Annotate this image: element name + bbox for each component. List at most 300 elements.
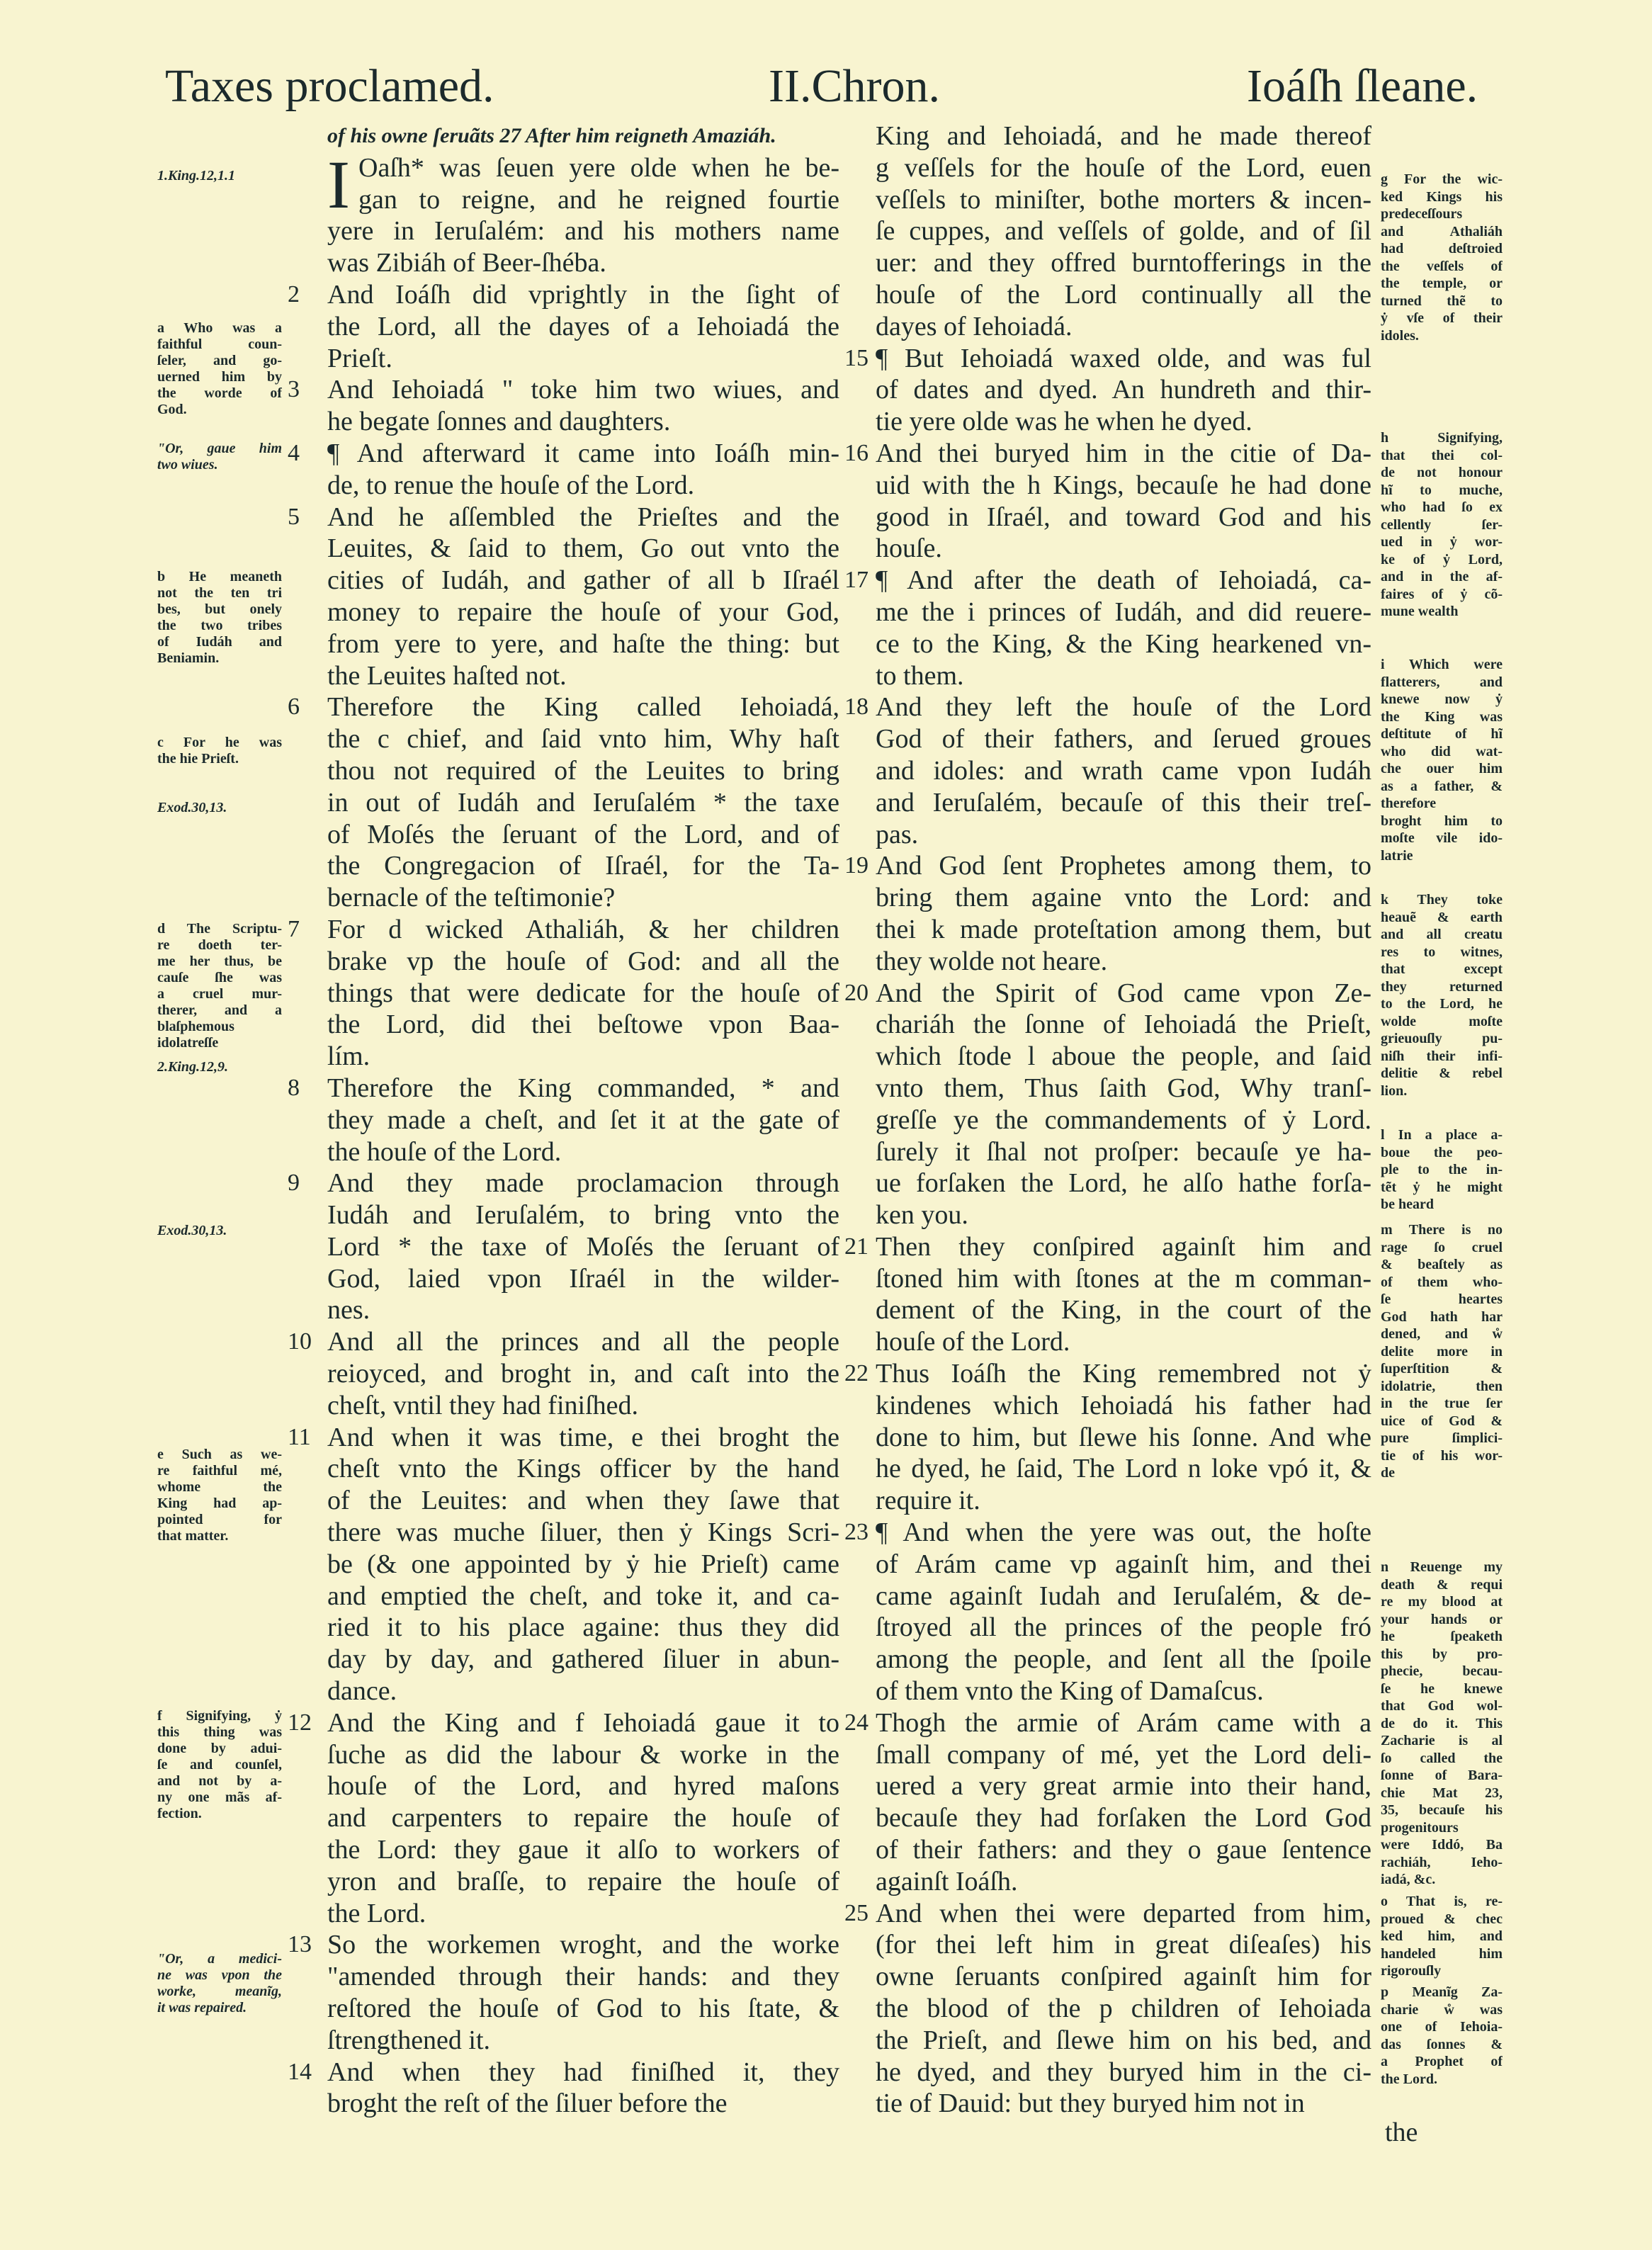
line-text: tie of Dauid: but they buryed him not in — [876, 2088, 1305, 2119]
line-text: thou not required of the Leuites to bring — [327, 755, 839, 786]
line-text: the Lord, did thei beſtowe vpon Baa- — [327, 1010, 839, 1040]
text-line — [876, 2025, 1371, 2057]
note-line: that matter. — [157, 1528, 229, 1544]
text-line — [327, 565, 839, 597]
note-line: ſonne of Bara- — [1381, 1768, 1503, 1783]
text-line — [876, 1581, 1371, 1612]
line-text: And when it was time, e thei broght the — [327, 1422, 839, 1452]
text-line — [876, 1929, 1371, 1961]
line-text: ried it to his place againe: thus they did — [327, 1612, 839, 1643]
line-text: among the people, and ſent all the ſpoile — [876, 1644, 1371, 1675]
verse-number: 4 — [288, 439, 300, 466]
line-text: ſtroyed all the princes of the people fró — [876, 1612, 1371, 1643]
line-text: kindenes which Iehoiadá his father had — [876, 1390, 1371, 1420]
note-line: the Lord. — [1381, 2071, 1437, 2087]
verse-number: 22 — [844, 1360, 869, 1387]
line-text: And when they had finiſhed it, they — [327, 2057, 839, 2087]
line-text: God of their fathers, and ſerued groues — [876, 724, 1371, 754]
text-line — [327, 1549, 839, 1581]
text-line — [327, 1581, 839, 1612]
note-line: tie of his wor- — [1381, 1447, 1503, 1464]
text-line — [876, 1199, 1371, 1231]
text-line — [876, 882, 1371, 914]
note-line: faires of ẏ cõ- — [1381, 586, 1503, 602]
verse-number: 13 — [288, 1931, 312, 1958]
text-line — [844, 1358, 1371, 1390]
text-line — [876, 1866, 1371, 1898]
note-line: the worde of — [157, 385, 282, 401]
note-line: p Meanĩg Za- — [1381, 1984, 1503, 2000]
text-line — [327, 1644, 839, 1675]
note-line: latrie — [1381, 847, 1413, 864]
text-line — [288, 1929, 839, 1961]
line-text: ſurely it ſhal not proſper: becauſe ye ha- — [876, 1136, 1371, 1167]
text-line — [876, 628, 1371, 660]
text-line — [327, 343, 839, 375]
line-text: And all the princes and all the people — [327, 1327, 839, 1357]
text-line — [327, 2088, 839, 2120]
margin-gloss-note — [157, 921, 282, 1051]
text-line — [876, 1961, 1371, 1993]
line-text: require it. — [876, 1486, 980, 1516]
line-text: of their fathers: and they o gaue ſentence — [876, 1835, 1371, 1865]
note-line: had deſtroied — [1381, 241, 1503, 256]
note-line: ked Kings his — [1381, 188, 1503, 205]
line-text: And he aſſembled the Prieſtes and the — [327, 502, 839, 532]
verse-number: 25 — [844, 1899, 869, 1926]
line-text: ¶ And afterward it came into Ioáſh min- — [327, 438, 839, 468]
note-line: proued & chec — [1381, 1911, 1503, 1927]
note-line: e Such as we- — [157, 1447, 282, 1462]
note-line: ſe and counſel, — [157, 1757, 282, 1773]
text-line — [327, 1739, 839, 1771]
note-line: cauſe ſhe was — [157, 970, 282, 985]
margin-gloss-note — [1381, 1126, 1503, 1214]
line-text: cities of Iudáh, and gather of all b Iſraél — [327, 565, 839, 596]
line-text: tie yere olde was he when he dyed. — [876, 407, 1252, 437]
note-line: delite more in — [1381, 1343, 1503, 1359]
note-line: broght him to — [1381, 813, 1503, 829]
line-text: Iudáh and Ieruſalém, to bring vnto the — [327, 1200, 839, 1231]
verse-number: 10 — [288, 1328, 312, 1355]
note-line: Beniamin. — [157, 650, 220, 666]
line-text: yron and braſſe, to repaire the houſe of — [327, 1866, 839, 1896]
line-text: and Ieruſalém, becauſe of this their treſ- — [876, 787, 1371, 818]
note-line: 2.King.12,9. — [157, 1059, 229, 1075]
note-line: that God wol- — [1381, 1698, 1503, 1714]
margin-gloss-note — [1381, 171, 1503, 344]
right-text-column — [844, 120, 1371, 2120]
text-line — [844, 1898, 1371, 1930]
verse-number: 14 — [288, 2058, 312, 2085]
text-line — [844, 343, 1371, 375]
left-text-column — [288, 120, 839, 2120]
line-text: Therefore the King called Iehoiadá, — [327, 692, 839, 723]
note-line: blaſphemous — [157, 1019, 234, 1034]
margin-gloss-note — [1381, 1559, 1503, 1889]
verse-number: 6 — [288, 694, 300, 720]
line-text: ſtoned him with ſtones at the m comman- — [876, 1263, 1371, 1294]
text-line — [876, 1644, 1371, 1675]
line-text: vnto them, Thus ſaith God, Why tranſ- — [876, 1073, 1371, 1103]
note-line: de do it. This — [1381, 1715, 1503, 1731]
text-line — [844, 565, 1371, 597]
text-line — [876, 1675, 1371, 1707]
running-head-right: Ioáſh ſleane. — [1247, 60, 1478, 112]
text-line — [327, 1390, 839, 1422]
line-text: Thogh the armie of Arám came with a — [876, 1707, 1371, 1738]
note-line: tẽt ẏ he might — [1381, 1179, 1503, 1195]
margin-gloss-note — [1381, 891, 1503, 1099]
note-line: l In a place a- — [1381, 1127, 1503, 1143]
note-line: predeceſſours — [1381, 206, 1463, 222]
line-text: from yere to yere, and haſte the thing: but — [327, 628, 839, 659]
text-line — [876, 1802, 1371, 1834]
text-line — [327, 247, 839, 279]
line-text: uered a very great armie into their hand, — [876, 1771, 1371, 1802]
text-line — [876, 1739, 1371, 1771]
drop-cap: I — [327, 147, 350, 222]
line-text: cheſt vnto the Kings officer by the hand — [327, 1454, 839, 1484]
verse-number: 3 — [288, 376, 300, 403]
verse-number: 8 — [288, 1074, 300, 1101]
line-text: Prieſt. — [327, 343, 392, 373]
note-line: he ſpeaketh — [1381, 1629, 1503, 1644]
text-line — [327, 787, 839, 819]
line-text: good in Iſraél, and toward God and his — [876, 502, 1371, 532]
line-text: of Arám came vp againſt him, and thei — [876, 1549, 1371, 1579]
text-line — [876, 1993, 1371, 2025]
note-line: the temple, or — [1381, 276, 1503, 291]
text-line — [844, 1707, 1371, 1739]
cross-reference-note — [157, 1059, 282, 1075]
note-line: the veſſels of — [1381, 258, 1503, 274]
line-text: So the workemen wroght, and the worke — [327, 1930, 839, 1960]
note-line: that except — [1381, 961, 1503, 977]
margin-gloss-note — [157, 320, 282, 418]
line-text: dayes of Iehoiadá. — [876, 311, 1073, 341]
note-line: knewe now ẏ — [1381, 691, 1503, 707]
cross-reference-note — [157, 441, 282, 473]
text-line — [327, 850, 839, 882]
note-line: to the Lord, he — [1381, 996, 1503, 1012]
text-line — [327, 1009, 839, 1041]
text-line — [876, 311, 1371, 343]
note-line: flatterers, and — [1381, 674, 1503, 690]
note-line: ked him, and — [1381, 1928, 1503, 1944]
text-line — [288, 279, 839, 311]
line-text: houſe of the Lord. — [876, 1327, 1070, 1357]
text-line — [876, 819, 1371, 851]
text-line — [876, 533, 1371, 565]
line-text: chariáh the ſonne of Iehoiadá the Prieſt, — [876, 1010, 1371, 1040]
text-line — [876, 597, 1371, 628]
note-line: therefore — [1381, 796, 1437, 811]
line-text: the houſe of the Lord. — [327, 1136, 562, 1167]
line-text: done to him, but ſlewe his ſonne. And whe — [876, 1422, 1371, 1452]
note-line: done by adui- — [157, 1741, 282, 1756]
note-line: and not by a- — [157, 1773, 282, 1789]
note-line: "Or, gaue him — [157, 441, 282, 456]
text-line — [288, 1326, 839, 1358]
note-line: progenitours — [1381, 1819, 1459, 1836]
note-line: and Athaliáh — [1381, 223, 1503, 239]
text-line — [327, 470, 839, 502]
verse-number: 5 — [288, 503, 300, 530]
line-text: ſmall company of mé, yet the Lord deli- — [876, 1739, 1371, 1770]
note-line: phecie, becau- — [1381, 1663, 1503, 1679]
text-line — [288, 2057, 839, 2088]
note-line: Zacharie is al — [1381, 1733, 1503, 1748]
note-line: ẏ vſe of their — [1381, 310, 1503, 326]
note-line: m There is no — [1381, 1222, 1503, 1238]
line-text: be (& one appointed by ẏ hie Prieſt) came — [327, 1549, 839, 1579]
line-text: ce to the King, & the King hearkened vn- — [876, 628, 1371, 659]
line-text: And Iehoiadá " toke him two wiues, and — [327, 375, 839, 405]
text-line — [876, 1549, 1371, 1581]
text-line — [327, 1770, 839, 1802]
line-text: becauſe they had forſaken the Lord God — [876, 1803, 1371, 1833]
text-line — [327, 723, 839, 755]
note-line: f Signifying, ẏ — [157, 1708, 282, 1724]
line-text: the Lord. — [327, 1898, 426, 1928]
line-text: ſe cuppes, and veſſels of golde, and of ſil — [876, 216, 1371, 247]
line-text: the Lord, all the dayes of a Iehoiadá the — [327, 311, 839, 341]
line-text: And they left the houſe of the Lord — [876, 692, 1371, 723]
verse-number: 17 — [844, 567, 869, 594]
text-line — [327, 1294, 839, 1326]
text-line — [876, 1390, 1371, 1422]
note-line: re faithful mé, — [157, 1463, 282, 1479]
line-text: Then they conſpired againſt him and — [876, 1231, 1371, 1262]
note-line: ſe heartes — [1381, 1291, 1503, 1307]
line-text: to them. — [876, 660, 964, 691]
note-line: deſtitute of hĩ — [1381, 726, 1503, 742]
text-line — [876, 2088, 1371, 2120]
note-line: who did wat- — [1381, 743, 1503, 759]
text-line — [876, 279, 1371, 311]
text-line — [876, 1294, 1371, 1326]
running-line-text: of his owne ſeruãts 27 After him reigneth Amaziáh. — [327, 124, 776, 147]
note-line: therer, and a — [157, 1002, 282, 1018]
note-line: re my blood at — [1381, 1594, 1503, 1610]
text-line — [327, 1961, 839, 1993]
text-line — [327, 215, 839, 247]
text-line — [844, 1231, 1371, 1263]
text-line — [327, 946, 839, 978]
note-line: delitie & rebel — [1381, 1065, 1503, 1081]
note-line: who had ſo ex — [1381, 499, 1503, 515]
note-line: wolde moſte — [1381, 1013, 1503, 1029]
note-line: faithful coun- — [157, 337, 282, 352]
note-line: handeled him — [1381, 1945, 1503, 1962]
text-line — [876, 2057, 1371, 2088]
note-line: dened, and ẘ — [1381, 1326, 1503, 1342]
text-line — [327, 978, 839, 1010]
note-line: as a father, & — [1381, 778, 1503, 794]
line-text: which ſtode l aboue the people, and ſaid — [876, 1041, 1371, 1072]
note-line: the King was — [1381, 708, 1503, 725]
note-line: de not honour — [1381, 465, 1503, 480]
line-text: houſe. — [876, 533, 942, 564]
line-text: And Ioáſh did vprightly in the ſight of — [327, 279, 839, 310]
note-line: worke, meanĩg, — [157, 1984, 282, 1999]
note-line: moſte vile ido- — [1381, 830, 1503, 846]
note-line: turned thẽ to — [1381, 293, 1503, 309]
line-text: the blood of the p children of Iehoiada — [876, 1994, 1371, 2024]
note-line: de — [1381, 1465, 1395, 1481]
line-text: reſtored the houſe of God to his ſtate, & — [327, 1994, 839, 2024]
note-line: of Iudáh and — [157, 634, 282, 650]
text-line — [327, 1834, 839, 1866]
note-line: ſo called the — [1381, 1750, 1503, 1766]
text-line — [876, 1041, 1371, 1073]
line-text: ſuche as did the labour & worke in the — [327, 1739, 839, 1770]
note-line: idolatrie, then — [1381, 1378, 1503, 1394]
line-text: King and Iehoiadá, and he made thereof — [876, 121, 1371, 151]
text-line — [327, 1041, 839, 1073]
note-line: res to witnes, — [1381, 944, 1503, 960]
line-text: reioyced, and broght in, and caſt into the — [327, 1359, 839, 1389]
verse-number: 20 — [844, 979, 869, 1006]
note-line: o That is, re- — [1381, 1894, 1503, 1909]
line-text: day by day, and gathered ſiluer in abun- — [327, 1644, 839, 1675]
text-line — [327, 628, 839, 660]
line-text: nes. — [327, 1295, 370, 1325]
cross-reference-note — [157, 168, 282, 184]
line-text: of Moſés the ſeruant of the Lord, and of — [327, 819, 839, 849]
line-text: houſe of the Lord, and hyred maſons — [327, 1771, 839, 1802]
line-text: in out of Iudáh and Ieruſalém * the taxe — [327, 787, 839, 818]
note-line: mune wealth — [1381, 604, 1459, 619]
running-head-book: II.Chron. — [769, 60, 940, 112]
text-line — [288, 914, 839, 946]
line-text: of dates and dyed. An hundreth and thir- — [876, 375, 1371, 405]
line-text: things that were dedicate for the houſe of — [327, 978, 839, 1008]
line-text: the c chief, and ſaid vnto him, Why haſt — [327, 724, 839, 754]
line-text: bring them againe vnto the Lord: and — [876, 883, 1371, 913]
line-text: ue forſaken the Lord, he alſo hathe forſa- — [876, 1168, 1371, 1199]
note-line: chie Mat 23, — [1381, 1785, 1503, 1801]
line-text: of the Leuites: and when they ſawe that — [327, 1486, 839, 1516]
note-line: ple to the in- — [1381, 1162, 1503, 1177]
line-text: g veſſels for the houſe of the Lord, euen — [876, 152, 1371, 183]
note-line: ſeler, and go- — [157, 353, 282, 368]
note-line: heauẽ & earth — [1381, 909, 1503, 925]
text-line — [876, 1263, 1371, 1295]
verse-number: 2 — [288, 281, 300, 307]
verse-number: 18 — [844, 694, 869, 720]
text-line — [327, 1358, 839, 1390]
note-line: ke of ẏ Lord, — [1381, 551, 1503, 567]
note-line: charie ẘ was — [1381, 2001, 1503, 2018]
verse-number: 15 — [844, 344, 869, 371]
text-line — [876, 1326, 1371, 1358]
text-line — [327, 184, 839, 216]
line-text: brake vp the houſe of God: and all the — [327, 946, 839, 976]
note-line: King had ap- — [157, 1496, 282, 1511]
text-line — [288, 438, 839, 470]
note-line: and in the af- — [1381, 569, 1503, 584]
line-text: (for thei left him in great diſeaſes) his — [876, 1930, 1371, 1960]
text-line — [327, 1453, 839, 1485]
note-line: ued in ẏ wor- — [1381, 534, 1503, 550]
text-line — [876, 946, 1371, 978]
note-line: pure ſimplici- — [1381, 1430, 1503, 1446]
line-text: there was muche ſiluer, then ẏ Kings Scri- — [327, 1517, 839, 1548]
note-line: be heard — [1381, 1197, 1434, 1212]
text-line — [327, 1136, 839, 1168]
note-line: uerned him by — [157, 369, 282, 385]
text-line — [288, 1168, 839, 1199]
line-text: greſſe ye the commandements of ẏ Lord. — [876, 1104, 1371, 1135]
note-line: n Reuenge my — [1381, 1559, 1503, 1575]
text-line — [327, 533, 839, 565]
note-line: c For he was — [157, 735, 282, 750]
margin-gloss-note — [157, 1447, 282, 1544]
note-line: pointed for — [157, 1512, 282, 1527]
note-line: God. — [157, 402, 187, 417]
text-line — [327, 597, 839, 628]
text-line — [876, 1073, 1371, 1104]
line-text: they made a cheſt, and ſet it at the gate of — [327, 1104, 839, 1135]
text-line — [876, 1422, 1371, 1454]
line-text: he dyed, and they buryed him in the ci- — [876, 2057, 1371, 2087]
margin-gloss-note — [1381, 656, 1503, 864]
note-line: idolatreſſe — [157, 1035, 219, 1051]
note-line: boue the peo- — [1381, 1144, 1503, 1160]
note-line: iadá, &c. — [1381, 1872, 1436, 1887]
note-line: Exod.30,13. — [157, 800, 227, 815]
text-line — [844, 438, 1371, 470]
note-line: ny one mãs af- — [157, 1790, 282, 1805]
note-line: re doeth ter- — [157, 937, 282, 953]
line-text: ſtrengthened it. — [327, 2025, 491, 2055]
line-text: Lord * the taxe of Moſés the ſeruant of — [327, 1231, 839, 1262]
note-line: b He meaneth — [157, 569, 282, 584]
line-text: and emptied the cheſt, and toke it, and ca- — [327, 1581, 839, 1611]
verse-number: 16 — [844, 439, 869, 466]
cross-reference-note — [157, 1951, 282, 2016]
verse-number: 11 — [288, 1423, 311, 1450]
note-line: this by pro- — [1381, 1646, 1503, 1662]
verse-number: 23 — [844, 1519, 869, 1546]
line-text: houſe of the Lord continually all the — [876, 279, 1371, 310]
line-text: of them vnto the King of Damaſcus. — [876, 1676, 1264, 1707]
running-head-left: Taxes proclamed. — [165, 60, 494, 112]
note-line: one of Iehoia- — [1381, 2019, 1503, 2035]
text-line — [876, 1136, 1371, 1168]
note-line: that thei col- — [1381, 447, 1503, 463]
note-line: grieuouſly pu- — [1381, 1031, 1503, 1046]
note-line: whome the — [157, 1479, 282, 1495]
margin-gloss-note — [1381, 1221, 1503, 1482]
note-line: the two tribes — [157, 618, 282, 633]
line-text: gan to reigne, and he reigned fourtie — [358, 184, 839, 215]
line-text: uid with the h Kings, becauſe he had done — [876, 470, 1371, 500]
text-line — [327, 755, 839, 787]
text-line — [327, 1517, 839, 1549]
note-line: a Prophet of — [1381, 2054, 1503, 2069]
text-line — [288, 1073, 839, 1104]
text-line — [288, 502, 839, 533]
note-line: h Signifying, — [1381, 430, 1503, 446]
text-line — [876, 1770, 1371, 1802]
note-line: the hie Prieſt. — [157, 751, 239, 767]
cross-reference-note — [157, 1223, 282, 1239]
line-text: uer: and they offred burntofferings in the — [876, 248, 1371, 278]
line-text: the Leuites haſted not. — [327, 660, 567, 691]
